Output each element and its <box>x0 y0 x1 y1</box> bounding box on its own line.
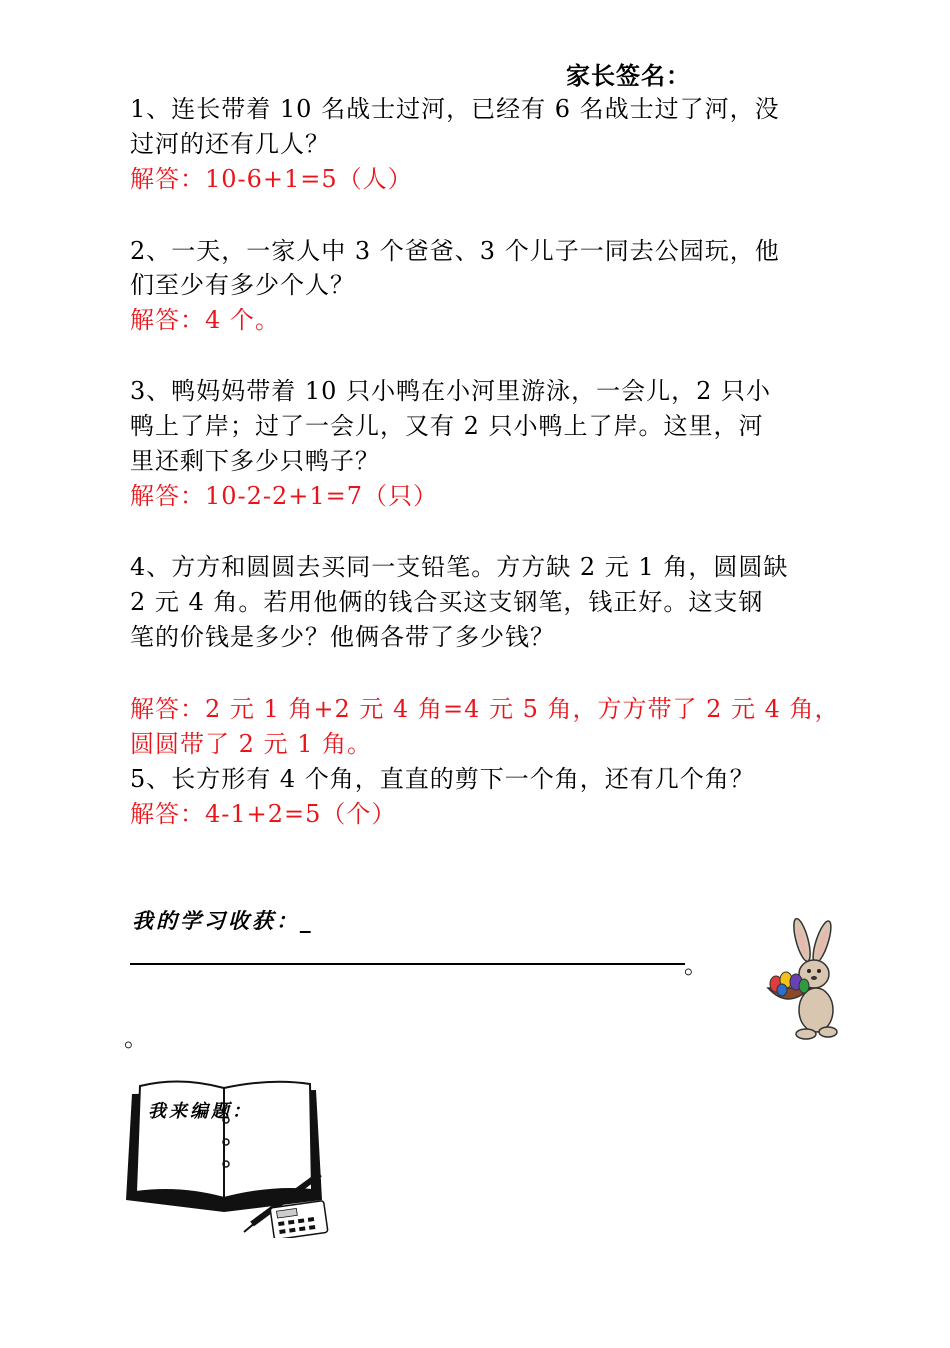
answer-3: 解答：10-2-2+1=7（只） <box>130 482 439 510</box>
answer-1: 解答：10-6+1=5（人） <box>130 165 413 193</box>
question-1-line-1: 1、连长带着 10 名战士过河，已经有 6 名战士过了河，没 <box>130 95 780 123</box>
answer-4-line-2: 圆圆带了 2 元 1 角。 <box>130 730 373 758</box>
answer-5: 解答：4-1+2=5（个） <box>130 800 397 828</box>
question-3-line-3: 里还剩下多少只鸭子？ <box>130 447 380 475</box>
question-4-line-1: 4、方方和圆圆去买同一支铅笔。方方缺 2 元 1 角，圆圆缺 <box>130 553 789 581</box>
rabbit-basket-icon <box>758 918 854 1042</box>
parent-signature-label: 家长签名： <box>566 62 691 90</box>
question-3-line-1: 3、鸭妈妈带着 10 只小鸭在小河里游泳，一会儿，2 只小 <box>130 377 771 405</box>
answer-4-line-1: 解答：2 元 1 角+2 元 4 角=4 元 5 角，方方带了 2 元 4 角， <box>130 695 840 723</box>
harvest-second-mark: 。 <box>124 1024 148 1052</box>
question-4-line-2: 2 元 4 角。若用他俩的钱合买这支钢笔，钱正好。这支钢 <box>130 588 764 616</box>
question-2-line-1: 2、一天，一家人中 3 个爸爸、3 个儿子一同去公园玩，他 <box>130 237 780 265</box>
learning-harvest-label: 我的学习收获：_ <box>132 909 314 933</box>
question-3-line-2: 鸭上了岸；过了一会儿，又有 2 只小鸭上了岸。这里，河 <box>130 412 764 440</box>
question-4-line-3: 笔的价钱是多少？他俩各带了多少钱？ <box>130 623 555 651</box>
notebook-label: 我来编题： <box>148 1101 253 1122</box>
harvest-underline <box>130 963 685 965</box>
question-2-line-2: 们至少有多少个人？ <box>130 271 355 299</box>
answer-2: 解答：4 个。 <box>130 306 280 334</box>
harvest-end-mark: 。 <box>684 951 708 979</box>
question-5-line-1: 5、长方形有 4 个角，直直的剪下一个角，还有几个角？ <box>130 765 755 793</box>
question-1-line-2: 过河的还有几人？ <box>130 130 330 158</box>
